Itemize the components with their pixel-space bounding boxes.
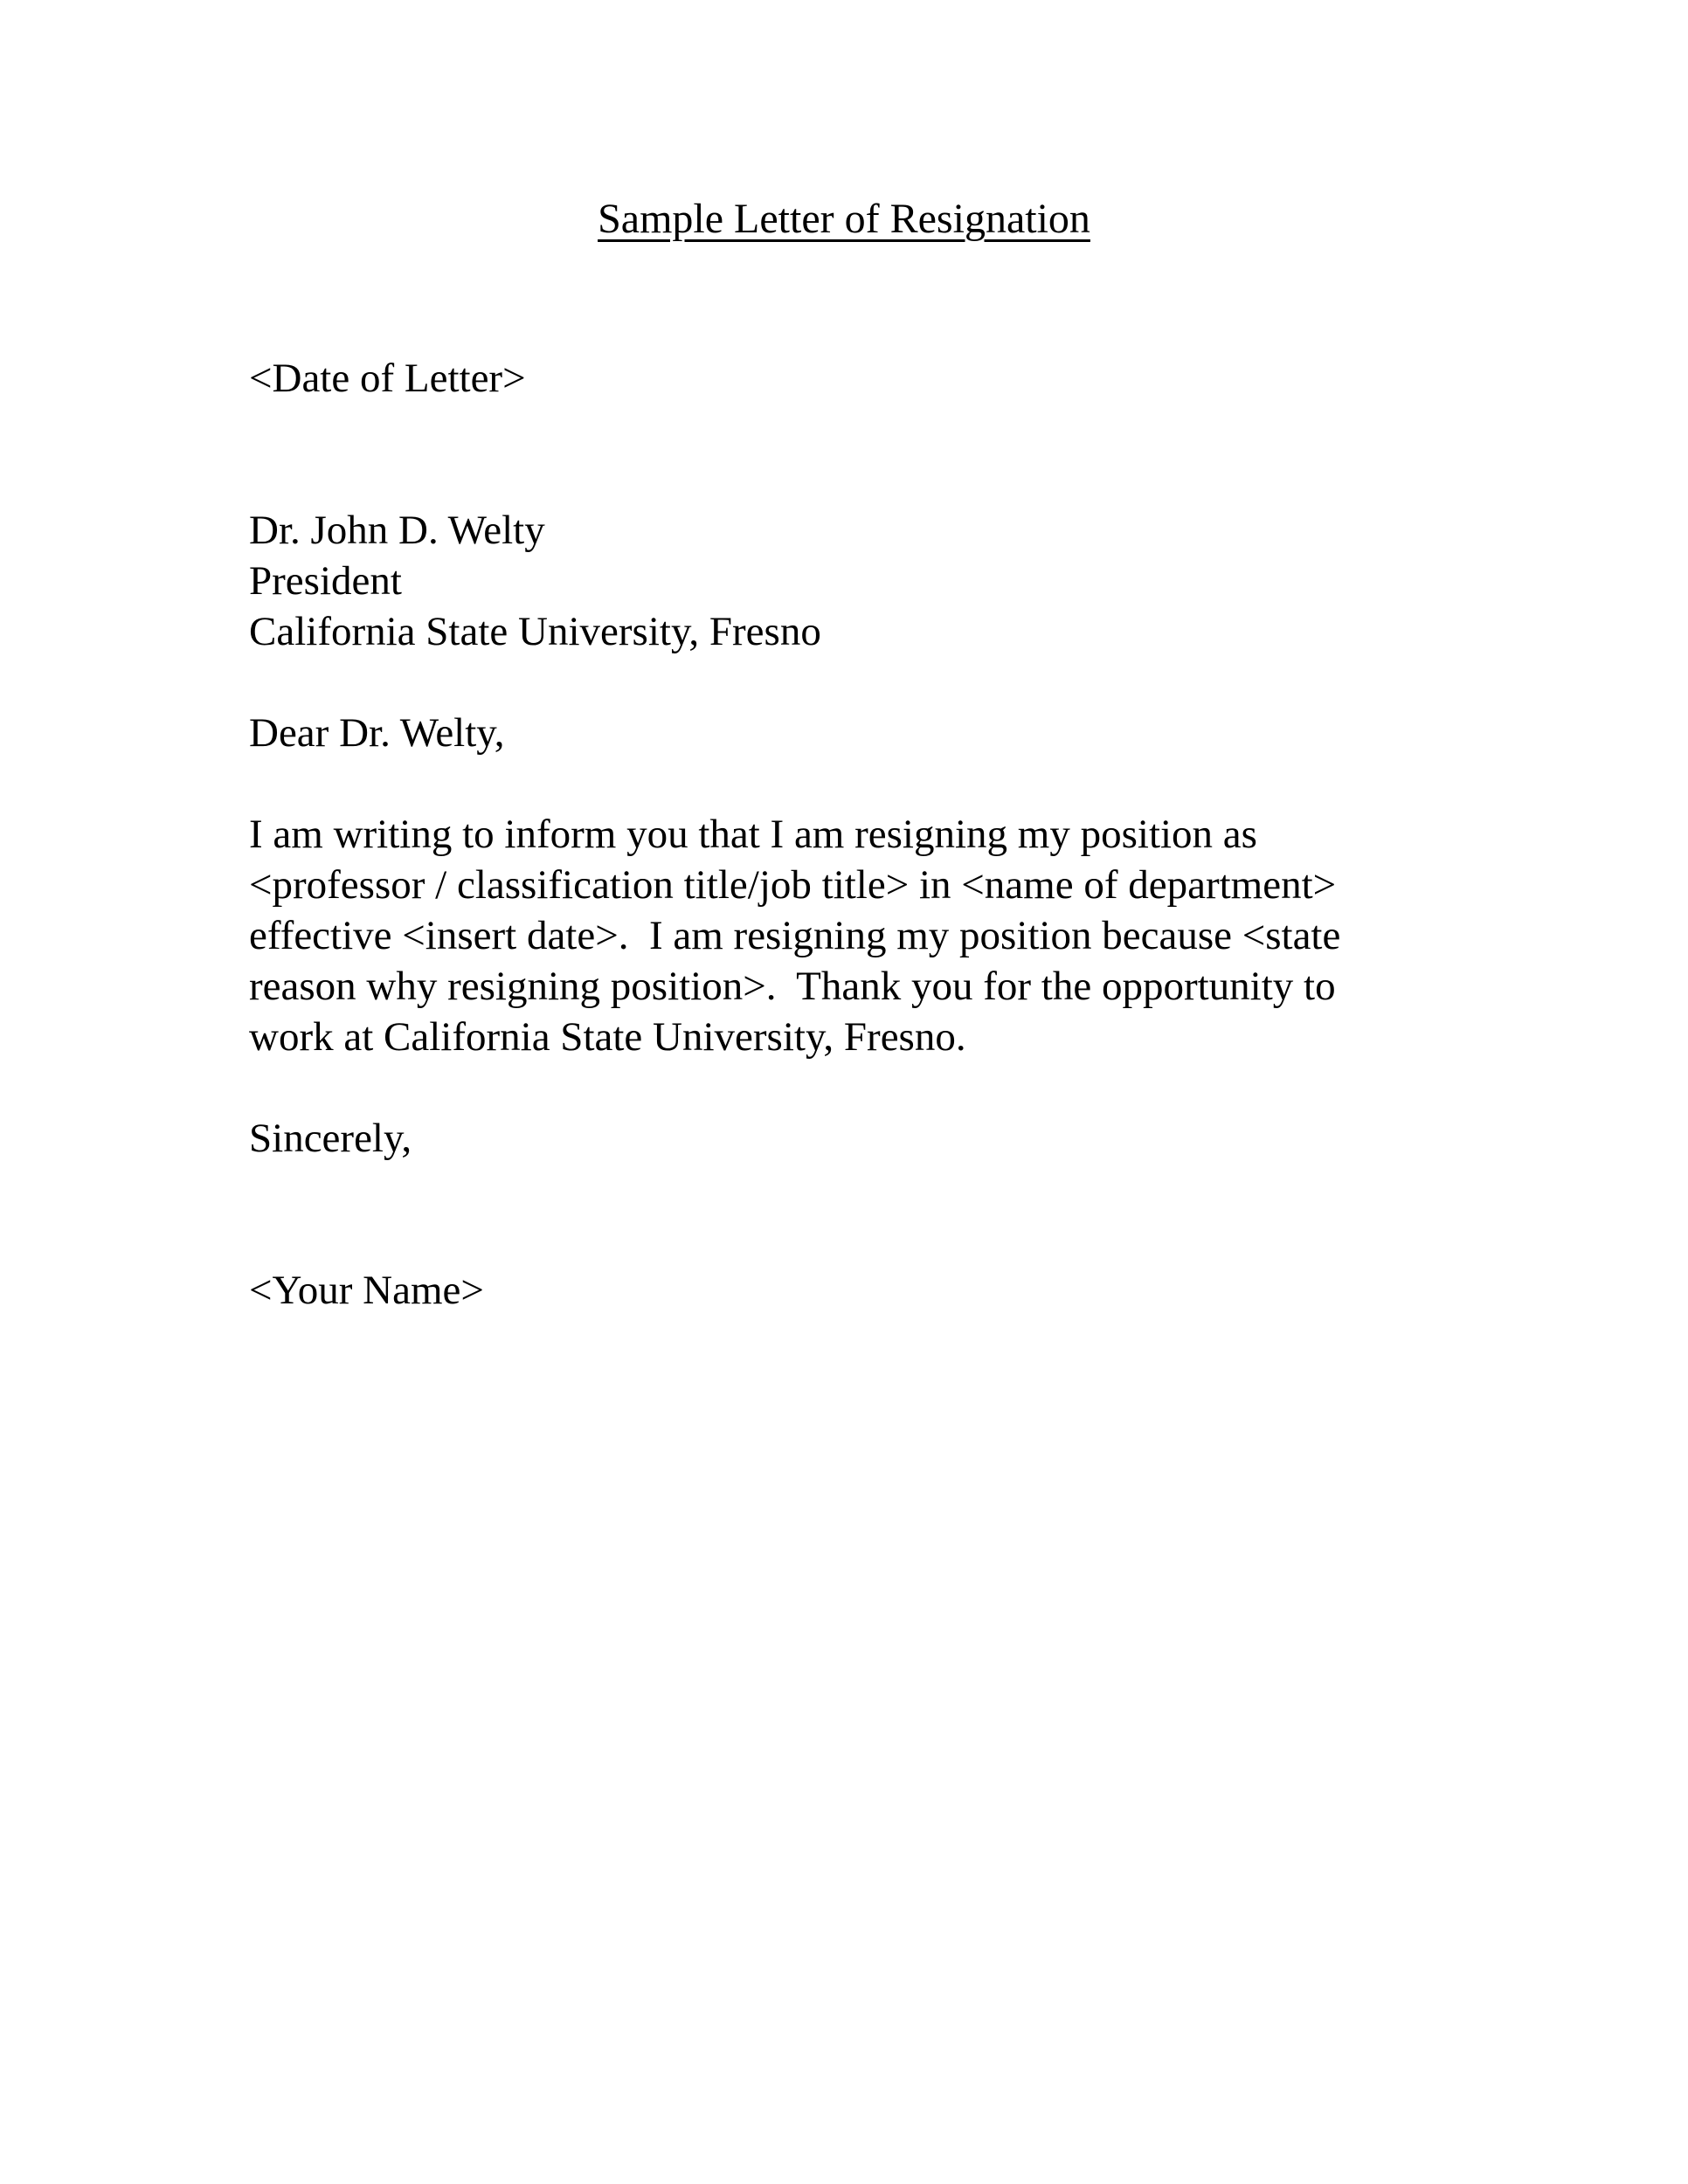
body-line: effective <insert date>. I am resigning my position because <state: [249, 913, 1341, 958]
letter-title-text: Sample Letter of Resignation: [598, 196, 1090, 242]
body-line: I am writing to inform you that I am resigning my position as: [249, 812, 1257, 857]
body-line: reason why resigning position>. Thank you for the opportunity to: [249, 964, 1336, 1009]
salutation: Dear Dr. Welty,: [249, 710, 505, 756]
body-line: work at California State University, Fresno.: [249, 1014, 966, 1060]
body-line: <professor / classification title/job title> in <name of department>: [249, 862, 1337, 908]
closing: Sincerely,: [249, 1116, 412, 1161]
recipient-position: President: [249, 558, 402, 604]
letter-title: [0, 194, 1688, 245]
recipient-name: Dr. John D. Welty: [249, 508, 545, 553]
recipient-organization: California State University, Fresno: [249, 609, 821, 654]
letter-date: <Date of Letter>: [249, 356, 526, 401]
signature: <Your Name>: [249, 1268, 484, 1313]
